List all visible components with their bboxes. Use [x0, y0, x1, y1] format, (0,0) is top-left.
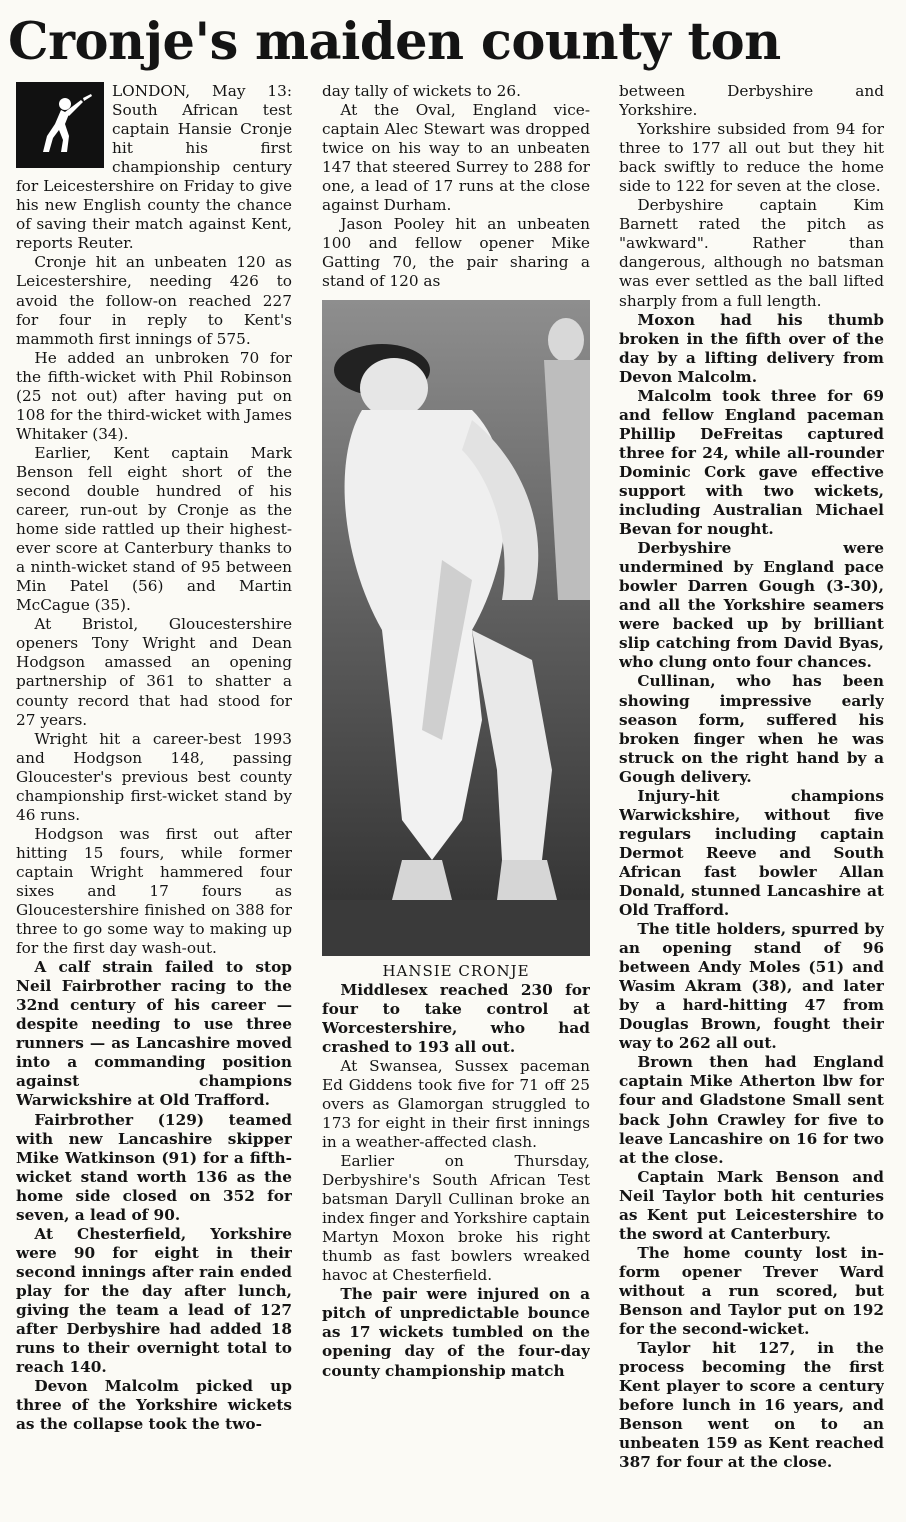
paragraph: Earlier, Kent captain Mark Benson fell eight short of the second double hundred of his career, run-out by Cronje as the home side rattled up their highest-ever score at Canterbury thanks to a ninth-wicket stand of 95 between Min Patel (56) and Martin McCague (35).: [16, 443, 292, 615]
paragraph: Moxon had his thumb broken in the fifth over of the day by a lifting delivery from Devon Malcolm.: [619, 310, 884, 386]
paragraph: At the Oval, England vice-captain Alec Stewart was dropped twice on his way to an unbeaten 147 that steered Surrey to 288 for one, a lead of 17 runs at the close against Durham.: [322, 101, 590, 215]
paragraph: At Chesterfield, Yorkshire were 90 for eight in their second innings after rain ended play for the day after lunch, giving the team a lead of 127 after Derbyshire had added 18 runs to their overnight total to reach 140.: [16, 1224, 292, 1377]
paragraph: Earlier on Thursday, Derbyshire's South African Test batsman Daryll Cullinan broke an index finger and Yorkshire captain Martyn Moxon broke his right thumb as fast bowlers wreaked havoc at Chesterfield.: [322, 1151, 590, 1285]
batsman-silhouette-icon: [16, 82, 104, 168]
player-photo: [322, 300, 590, 956]
paragraph: He added an unbroken 70 for the fifth-wicket with Phil Robinson (25 not out) after having put on 108 for the third-wicket with James Whitaker (34).: [16, 348, 292, 443]
paragraph: between Derbyshire and Yorkshire.: [619, 82, 884, 120]
paragraph: Cronje hit an unbeaten 120 as Leicestershire, needing 426 to avoid the follow-on reached 227 for four in reply to Kent's mammoth first innings of 575.: [16, 253, 292, 348]
paragraph: Yorkshire subsided from 94 for three to 177 all out but they hit back swiftly to reduce the home side to 122 for seven at the close.: [619, 120, 884, 196]
page-bottom-edge: [0, 1512, 906, 1522]
headline: Cronje's maiden county ton: [8, 12, 781, 72]
paragraph: Captain Mark Benson and Neil Taylor both hit centuries as Kent put Leicestershire to the sword at Canterbury.: [619, 1167, 884, 1243]
paragraph: Brown then had England captain Mike Atherton lbw for four and Gladstone Small sent back John Crawley for five to leave Lancashire on 16 for two at the close.: [619, 1053, 884, 1167]
photo-caption: HANSIE CRONJE: [382, 961, 530, 980]
paragraph: LONDON, May 13: South African test captain Hansie Cronje hit his first championship century for Leicestershire on Friday to give his new English county the chance of saving their match against Kent, reports Reuter.: [16, 82, 292, 253]
paragraph: Derbyshire were undermined by England pace bowler Darren Gough (3-30), and all the Yorkshire seamers were backed up by brilliant slip catching from David Byas, who clung onto four chances.: [619, 539, 884, 672]
column-1-text: [16, 82, 292, 1434]
article-column-1: [16, 82, 292, 1512]
paragraph: At Bristol, Gloucestershire openers Tony Wright and Dean Hodgson amassed an opening partnership of 361 to shatter a county record that had stood for 27 years.: [16, 615, 292, 729]
paragraph: Jason Pooley hit an unbeaten 100 and fellow opener Mike Gatting 70, the pair sharing a stand of 120 as: [322, 215, 590, 291]
column-3-text: [619, 82, 884, 1472]
article-column-2: [322, 82, 590, 1512]
paragraph: Cullinan, who has been showing impressive early season form, suffered his broken finger when he was struck on the right hand by a Gough delivery.: [619, 672, 884, 786]
paragraph: Middlesex reached 230 for four to take control at Worcestershire, who had crashed to 193 all out.: [322, 980, 590, 1056]
paragraph: A calf strain failed to stop Neil Fairbrother racing to the 32nd century of his career — despite needing to use three runners — as Lancashire moved into a commanding position against champions Warwickshire at Old Trafford.: [16, 958, 292, 1110]
article-column-3: [619, 82, 884, 1512]
column-2-text-bottom: [322, 981, 590, 1381]
paragraph: The home county lost in-form opener Trever Ward without a run scored, but Benson and Taylor put on 192 for the second-wicket.: [619, 1243, 884, 1339]
paragraph: Fairbrother (129) teamed with new Lancashire skipper Mike Watkinson (91) for a fifth-wicket stand worth 136 as the home side closed on 352 for seven, a lead of 90.: [16, 1110, 292, 1224]
paragraph: Injury-hit champions Warwickshire, without five regulars including captain Dermot Reeve and South African fast bowler Allan Donald, stunned Lancashire at Old Trafford.: [619, 786, 884, 920]
paragraph: Taylor hit 127, in the process becoming the first Kent player to score a century before lunch in 16 years, and Benson went on to an unbeaten 159 as Kent reached 387 for four at the close.: [619, 1339, 884, 1472]
paragraph: Malcolm took three for 69 and fellow England paceman Phillip DeFreitas captured three for 24, while all-rounder Dominic Cork gave effective support with two wickets, including Australian Michael Bevan for nought.: [619, 386, 884, 539]
paragraph: day tally of wickets to 26.: [322, 82, 521, 100]
paragraph: Derbyshire captain Kim Barnett rated the pitch as "awkward". Rather than dangerous, although no batsman was ever settled as the ball lifted sharply from a full length.: [619, 196, 884, 310]
paragraph: The pair were injured on a pitch of unpredictable bounce as 17 wickets tumbled on the opening day of the four-day county championship match: [322, 1285, 590, 1380]
paragraph: Wright hit a career-best 1993 and Hodgson 148, passing Gloucester's previous best county championship first-wicket stand by 46 runs.: [16, 729, 292, 824]
paragraph: Devon Malcolm picked up three of the Yorkshire wickets as the collapse took the two-: [16, 1377, 292, 1434]
paragraph: At Swansea, Sussex paceman Ed Giddens took five for 71 off 25 overs as Glamorgan struggled to 173 for eight in their first innings in a weather-affected clash.: [322, 1056, 590, 1151]
paragraph: Hodgson was first out after hitting 15 fours, while former captain Wright hammered four sixes and 17 fours as Gloucestershire finished on 388 for three to go some way to making up for the first day wash-out.: [16, 824, 292, 958]
paragraph: The title holders, spurred by an opening stand of 96 between Andy Moles (51) and Wasim Akram (38), and later by a hard-hitting 47 from Douglas Brown, fought their way to 262 all out.: [619, 920, 884, 1053]
column-2-text-top: [322, 82, 590, 292]
